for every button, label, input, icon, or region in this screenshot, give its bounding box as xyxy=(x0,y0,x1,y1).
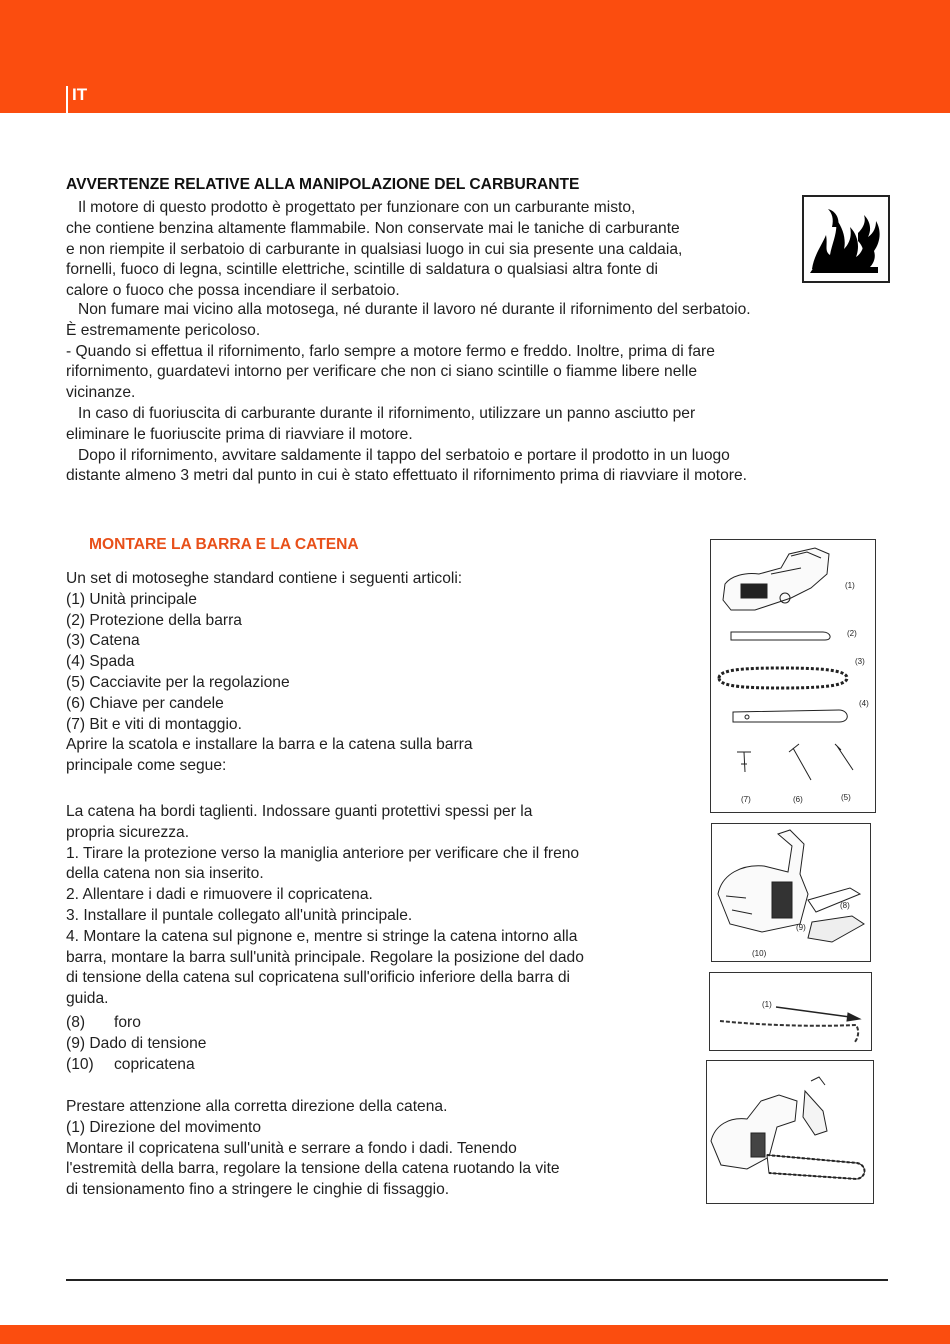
figure-label: (8) xyxy=(840,901,850,910)
fuel-warning-text-b xyxy=(66,300,896,487)
chain-segment-illustration xyxy=(720,1021,858,1043)
paragraph-line: di tensione della catena sul copricatena sull'orificio inferiore della barra di xyxy=(66,969,570,987)
paragraph-line: 1. Tirare la protezione verso la maniglia anteriore per verificare che il freno xyxy=(66,844,580,862)
kit-contents-figure xyxy=(710,539,876,813)
chain-illustration xyxy=(719,668,847,688)
paragraph-line: È estremamente pericoloso. xyxy=(66,321,261,339)
paragraph-line: calore o fuoco che possa incendiare il serbatoio. xyxy=(66,282,400,300)
flame-warning-icon xyxy=(804,197,888,281)
direction-arrow-icon xyxy=(776,1007,860,1021)
legend-item: (9) Dado di tensione xyxy=(66,1034,207,1052)
paragraph-line: Il motore di questo prodotto è progettato per funzionare con un carburante misto, xyxy=(78,199,636,216)
paragraph-line: guida. xyxy=(66,990,109,1008)
paragraph-line: 3. Installare il puntale collegato all'unità principale. xyxy=(66,906,413,924)
figure-label: (1) xyxy=(845,581,855,590)
spark-plug-wrench-illustration xyxy=(789,744,811,780)
paragraph-line: l'estremità della barra, regolare la tensione della catena ruotando la vite xyxy=(66,1160,560,1178)
chain-tension-figure xyxy=(706,1060,874,1204)
chainsaw-assembly-illustration xyxy=(718,830,864,942)
paragraph-line: della catena non sia inserito. xyxy=(66,865,264,883)
paragraph-line: vicinanze. xyxy=(66,384,136,402)
paragraph-line: propria sicurezza. xyxy=(66,823,190,841)
paragraph-line: Dopo il rifornimento, avvitare saldamente il tappo del serbatoio e portare il prodotto in un luogo xyxy=(78,446,730,464)
figure-label: (2) xyxy=(847,629,857,638)
paragraph-line: principale come segue: xyxy=(66,757,227,775)
footer-rule xyxy=(66,1279,888,1281)
list-item: (5) Cacciavite per la regolazione xyxy=(66,673,290,691)
paragraph-line: di tensionamento fino a stringere le cinghie di fissaggio. xyxy=(66,1181,450,1199)
paragraph-line: Prestare attenzione alla corretta direzione della catena. xyxy=(66,1098,448,1115)
guide-bar-illustration xyxy=(733,710,847,722)
mount-steps xyxy=(66,802,686,1010)
chain-direction-text xyxy=(66,1097,686,1201)
figure-label: (3) xyxy=(855,657,865,666)
chainsaw-unit-illustration xyxy=(723,548,829,610)
list-item: (3) Catena xyxy=(66,632,140,650)
paragraph-line: 2. Allentare i dadi e rimuovere il copricatena. xyxy=(66,886,373,904)
list-item: (4) Spada xyxy=(66,653,135,671)
list-item: (2) Protezione della barra xyxy=(66,611,242,629)
paragraph-line: 4. Montare la catena sul pignone e, mentre si stringe la catena intorno alla xyxy=(66,927,578,945)
chain-direction-figure xyxy=(709,972,872,1051)
paragraph-line: rifornimento, guardatevi intorno per verificare che non ci siano scintille o fiamme libere nelle xyxy=(66,363,697,381)
language-tag: IT xyxy=(66,86,87,114)
chainsaw-tension-illustration xyxy=(711,1077,865,1179)
figure-label: (1) xyxy=(762,1000,772,1009)
footer-band xyxy=(0,1325,950,1344)
paragraph-line: Aprire la scatola e installare la barra e la catena sulla barra xyxy=(66,736,473,754)
legend-item: (8) foro xyxy=(66,1014,141,1031)
list-item: (7) Bit e viti di montaggio. xyxy=(66,715,242,733)
list-item: (1) Unità principale xyxy=(66,590,197,608)
paragraph-line: fornelli, fuoco di legna, scintille elettriche, scintille di saldatura o qualsiasi altra fonte di xyxy=(66,261,659,279)
figure-label: (7) xyxy=(741,795,751,804)
paragraph-line: Montare il copricatena sull'unità e serrare a fondo i dadi. Tenendo xyxy=(66,1139,517,1157)
paragraph-line: In caso di fuoriuscita di carburante durante il rifornimento, utilizzare un panno asciutto per xyxy=(78,404,696,422)
figure-label: (9) xyxy=(796,923,806,932)
paragraph-line: barra, montare la barra sull'unità principale. Regolare la posizione del dado xyxy=(66,948,584,966)
fuel-warning-title: AVVERTENZE RELATIVE ALLA MANIPOLAZIONE DEL CARBURANTE xyxy=(66,176,580,193)
paragraph-line: Un set di motoseghe standard contiene i seguenti articoli: xyxy=(66,570,463,587)
mount-kit-list xyxy=(66,569,686,777)
bar-guard-illustration xyxy=(731,632,830,640)
header-band xyxy=(0,0,950,113)
paragraph-line: eliminare le fuoriuscite prima di riavviare il motore. xyxy=(66,425,413,443)
paragraph-line: e non riempite il serbatoio di carburante in qualsiasi luogo in cui sia presente una caldaia, xyxy=(66,240,683,258)
fuel-warning-text-a xyxy=(66,198,796,302)
assembly-figure xyxy=(711,823,871,962)
legend-item: (10) copricatena xyxy=(66,1055,195,1073)
paragraph-line: distante almeno 3 metri dal punto in cui è stato effettuato il rifornimento prima di riavviare il motore. xyxy=(66,467,747,485)
fire-warning-box xyxy=(802,195,890,283)
paragraph-line: - Quando si effettua il rifornimento, farlo sempre a motore fermo e freddo. Inoltre, prima di fare xyxy=(66,342,715,360)
screwdriver-illustration xyxy=(835,744,853,770)
paragraph-line: che contiene benzina altamente flammabile. Non conservate mai le taniche di carburante xyxy=(66,219,680,237)
parts-legend xyxy=(66,1013,366,1075)
list-item: (6) Chiave per candele xyxy=(66,694,224,712)
figure-label: (4) xyxy=(859,699,869,708)
paragraph-line: (1) Direzione del movimento xyxy=(66,1118,261,1136)
paragraph-line: Non fumare mai vicino alla motosega, né durante il lavoro né durante il rifornimento del serbatoio. xyxy=(78,301,751,318)
mount-section-title: MONTARE LA BARRA E LA CATENA xyxy=(89,536,359,553)
figure-label: (6) xyxy=(793,795,803,804)
mounting-bits-illustration xyxy=(737,752,751,772)
figure-label: (10) xyxy=(752,949,767,958)
paragraph-line: La catena ha bordi taglienti. Indossare guanti protettivi spessi per la xyxy=(66,803,533,820)
figure-label: (5) xyxy=(841,793,851,802)
